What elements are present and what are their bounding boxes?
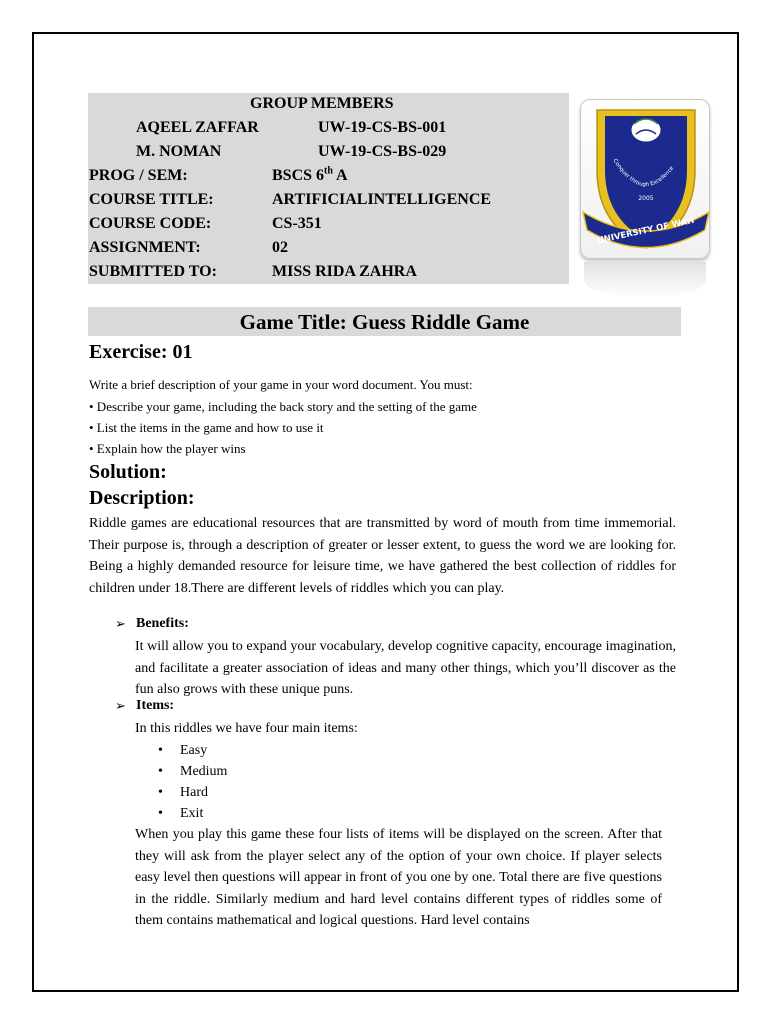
task-bullet: • Explain how the player wins	[89, 441, 246, 456]
benefits-heading: Benefits:	[136, 616, 189, 631]
member-id: UW-19-CS-BS-029	[318, 143, 447, 160]
solution-heading: Solution:	[89, 461, 167, 483]
bullet-icon: •	[158, 764, 163, 779]
group-members-title: GROUP MEMBERS	[250, 95, 394, 112]
assignment-value: 02	[272, 239, 288, 256]
course-title-value: ARTIFICIALINTELLIGENCE	[272, 191, 492, 208]
member-id: UW-19-CS-BS-001	[318, 119, 447, 136]
course-code-value: CS-351	[272, 215, 322, 232]
list-item: • Hard	[158, 783, 208, 803]
exercise-heading: Exercise: 01	[89, 341, 193, 363]
bullet-icon: •	[158, 785, 163, 800]
member-name: M. NOMAN	[136, 143, 222, 160]
course-title-label: COURSE TITLE:	[89, 191, 214, 208]
prog-sem-value: BSCS 6th A	[272, 165, 348, 184]
description-heading: Description:	[89, 487, 195, 509]
logo-reflection	[584, 262, 706, 298]
course-code-label: COURSE CODE:	[89, 215, 212, 232]
task-bullet: • List the items in the game and how to use it	[89, 420, 324, 435]
submitted-to-value: MISS RIDA ZAHRA	[272, 263, 417, 280]
game-title: Game Title: Guess Riddle Game	[239, 310, 530, 334]
assignment-label: ASSIGNMENT:	[89, 239, 201, 256]
university-crest-icon	[580, 99, 710, 259]
items-heading: Items:	[136, 698, 175, 713]
list-item: • Easy	[158, 741, 207, 761]
crest-motto: Conquer through Excellence	[611, 157, 676, 189]
items-paragraph: When you play this game these four lists of items will be displayed on the screen. After that they will ask from the player select any of the option of your own choice. If player selects easy level then questions will appear in front of you one by one. Total there are five questions in the riddle. Similarly medium and hard level contains different types of riddles some of them contains mathematical and logical questions. Hard level contains	[135, 827, 662, 928]
arrow-bullet-icon: ➢	[115, 698, 126, 713]
member-name: AQEEL ZAFFAR	[136, 119, 259, 136]
description-paragraph: Riddle games are educational resources that are transmitted by word of mouth from time immemorial. Their purpose is, through a description of greater or lesser extent, to guess the word we are looking for. Being a highly demanded resource for leisure time, we have gathered the best collection of riddles for children under 18.There are different levels of riddles which you can play.	[89, 516, 676, 596]
items-intro: In this riddles we have four main items:	[135, 721, 358, 736]
bullet-icon: •	[158, 806, 163, 821]
benefits-paragraph: It will allow you to expand your vocabulary, develop cognitive capacity, encourage imagination, and facilitate a greater association of ideas and many other things, which you’ll discover as the fun also grows with these unique puns.	[135, 639, 676, 697]
submitted-to-label: SUBMITTED TO:	[89, 263, 217, 280]
prog-sem-label: PROG / SEM:	[89, 167, 188, 184]
crest-banner: UNIVERSITY OF WAH	[596, 215, 696, 247]
task-intro: Write a brief description of your game in your word document. You must:	[89, 377, 473, 392]
list-item: • Exit	[158, 804, 203, 824]
list-item: • Medium	[158, 762, 227, 782]
arrow-bullet-icon: ➢	[115, 616, 126, 631]
task-bullet: • Describe your game, including the back story and the setting of the game	[89, 399, 477, 414]
bullet-icon: •	[158, 743, 163, 758]
crest-year: 2005	[638, 195, 654, 202]
